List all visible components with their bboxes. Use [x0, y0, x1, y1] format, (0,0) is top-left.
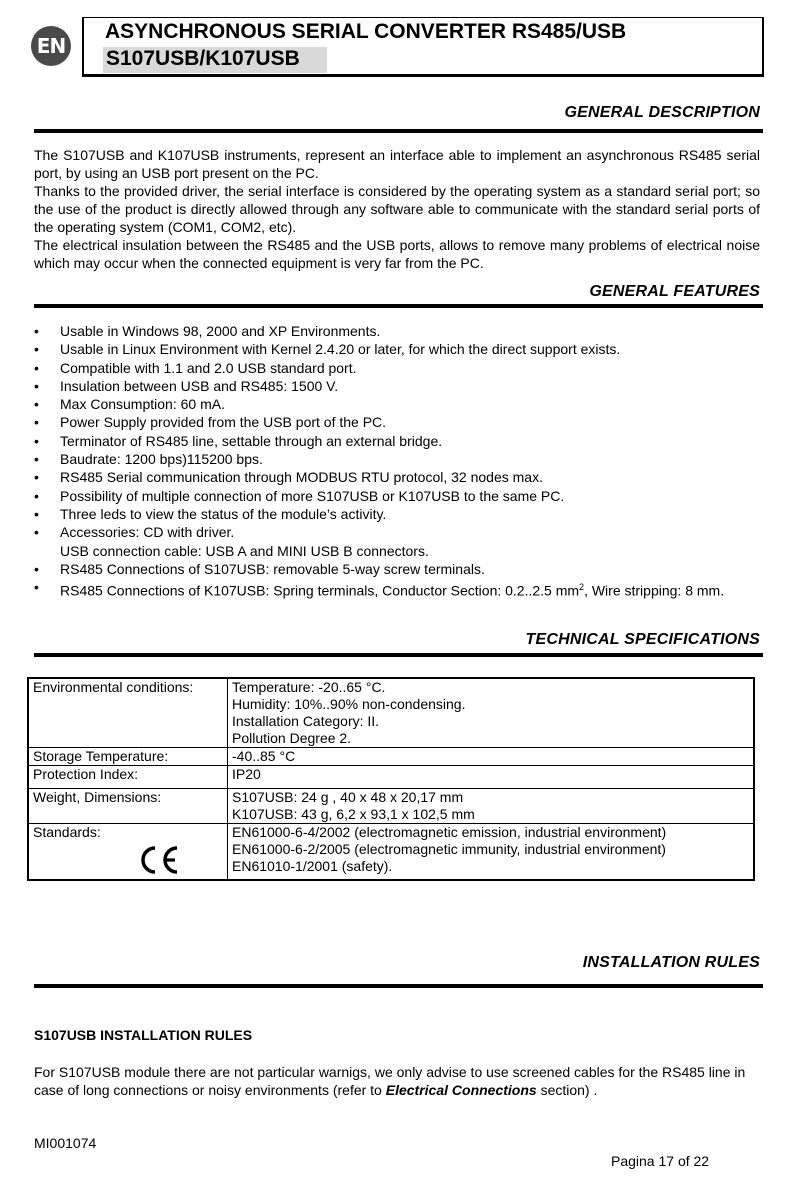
list-item [34, 505, 760, 523]
text-fragment: section) . [536, 1082, 598, 1098]
list-item [34, 340, 760, 358]
header-frame-bottom [82, 74, 764, 77]
section-title-general-description: GENERAL DESCRIPTION [564, 104, 760, 121]
superscript: 2 [579, 582, 585, 593]
page-number: Pagina 17 of 22 [611, 1153, 710, 1169]
bullet-icon: • [34, 524, 39, 541]
list-item-text: Power Supply provided from the USB port of the PC. [60, 414, 387, 431]
table-row [28, 748, 754, 766]
section-rule [34, 653, 763, 657]
header-frame-right [762, 17, 764, 77]
list-item [34, 578, 760, 600]
bullet-icon: • [34, 579, 39, 596]
section-title-installation-rules: INSTALLATION RULES [582, 954, 760, 971]
spec-key [28, 824, 228, 881]
spec-value-line: -40..85 °C [232, 748, 296, 764]
bullet-icon: • [34, 451, 39, 468]
spec-key: Environmental conditions: [28, 678, 228, 748]
list-item [34, 322, 760, 340]
table-row [28, 766, 754, 789]
list-item-text: , Wire stripping: 8 mm. [584, 582, 725, 599]
list-item-text: Usable in Linux Environment with Kernel 2.4.20 or later, for which the direct support exists. [60, 341, 621, 358]
paragraph [34, 1063, 760, 1099]
bullet-icon: • [34, 505, 39, 522]
spec-value-line: EN61000-6-2/2005 (electromagnetic immunity, industrial environment) [232, 841, 666, 857]
bullet-icon: • [34, 432, 39, 449]
document-title: ASYNCHRONOUS SERIAL CONVERTER RS485/USB [105, 20, 627, 43]
model-title: S107USB/K107USB [106, 47, 300, 70]
section-rule [34, 129, 763, 133]
list-item-text: Three leds to view the status of the module’s activity. [60, 505, 387, 522]
spec-key: Weight, Dimensions: [28, 789, 228, 824]
list-item [34, 413, 760, 431]
header-frame-top [82, 17, 764, 18]
list-item-text: Compatible with 1.1 and 2.0 USB standard port. [60, 359, 357, 376]
spec-key-text: Standards: [33, 824, 101, 840]
list-item [34, 450, 760, 468]
list-item-text: Max Consumption: 60 mA. [60, 396, 225, 413]
spec-key: Storage Temperature: [28, 748, 228, 766]
list-item-text: USB connection cable: USB A and MINI USB B connectors. [60, 542, 429, 559]
list-item [34, 359, 760, 377]
spec-value [228, 748, 755, 766]
table-row [28, 678, 754, 748]
list-item-text: Usable in Windows 98, 2000 and XP Environments. [60, 323, 381, 339]
list-item-text: Terminator of RS485 line, settable through an external bridge. [60, 432, 443, 449]
list-item [34, 487, 760, 505]
installation-rules-text [34, 1063, 760, 1099]
list-item [34, 523, 760, 541]
bullet-icon: • [34, 377, 39, 394]
spec-value-line: S107USB: 24 g , 40 x 48 x 20,17 mm [232, 789, 464, 805]
spec-value-line: Installation Category: II. [232, 713, 380, 729]
bullet-icon: • [34, 469, 39, 486]
spec-value-line: Humidity: 10%..90% non-condensing. [232, 696, 466, 712]
spec-value-line: K107USB: 43 g, 6,2 x 93,1 x 102,5 mm [232, 806, 475, 822]
bullet-icon: • [34, 323, 39, 339]
spec-value [228, 678, 755, 748]
spec-value-line: EN61010-1/2001 (safety). [232, 858, 393, 874]
list-item [34, 377, 760, 395]
list-item-text: Baudrate: 1200 bps)115200 bps. [60, 451, 263, 468]
spec-key: Protection Index: [28, 766, 228, 789]
bullet-icon: • [34, 396, 39, 413]
list-item-continuation [34, 542, 760, 560]
document-code: MI001074 [34, 1135, 97, 1151]
general-description-text [34, 146, 760, 272]
bullet-icon: • [34, 560, 39, 577]
spec-value-line: EN61000-6-4/2002 (electromagnetic emission, industrial environment) [232, 824, 667, 840]
spec-value-line: IP20 [232, 766, 261, 782]
bullet-icon: • [34, 341, 39, 358]
list-item-text: Insulation between USB and RS485: 1500 V. [60, 377, 339, 394]
list-item-text: RS485 Connections of K107USB: Spring terminals, Conductor Section: 0.2..2.5 mm [60, 582, 580, 599]
list-item-text: RS485 Connections of S107USB: removable 5-way screw terminals. [60, 560, 485, 577]
list-item [34, 395, 760, 413]
section-rule [34, 984, 763, 988]
spec-value-line: Pollution Degree 2. [232, 730, 352, 746]
emphasis-link-text: Electrical Connections [385, 1082, 537, 1098]
paragraph: The electrical insulation between the RS485 and the USB ports, allows to remove many problems of electrical noise which may occur when the connected equipment is very far from the PC. [34, 237, 760, 271]
section-rule [34, 304, 763, 308]
paragraph: Thanks to the provided driver, the serial interface is considered by the operating system as a standard serial port; so the use of the product is directly allowed through any software able to communicate with the standard serial ports of the operating system (COM1, COM2, etc). [34, 183, 760, 235]
subsection-title: S107USB INSTALLATION RULES [34, 1027, 253, 1043]
features-list [34, 322, 760, 600]
spec-value [228, 789, 755, 824]
paragraph: The S107USB and K107USB instruments, represent an interface able to implement an asynchronous RS485 serial port, by using an USB port present on the PC. [34, 147, 760, 181]
bullet-icon: • [34, 359, 39, 376]
spec-value-line: Temperature: -20..65 °C. [232, 679, 386, 695]
section-title-technical-specifications: TECHNICAL SPECIFICATIONS [525, 631, 760, 648]
bullet-icon: • [34, 487, 39, 504]
ce-mark-icon [136, 845, 180, 875]
list-item-text: Accessories: CD with driver. [60, 524, 235, 541]
text-fragment: For S107USB module there are not particular warnigs, we only advise to use screened cables for the RS485 line in case of long connections or noisy environments (refer to [34, 1064, 746, 1098]
list-item [34, 468, 760, 486]
spec-value [228, 766, 755, 789]
specifications-table [27, 677, 755, 881]
language-badge-logo: EN [31, 26, 71, 66]
spec-value [228, 824, 755, 881]
list-item [34, 432, 760, 450]
list-item [34, 560, 760, 578]
bullet-icon: • [34, 414, 39, 431]
table-row [28, 789, 754, 824]
list-item-text: RS485 Serial communication through MODBUS RTU protocol, 32 nodes max. [60, 469, 543, 486]
section-title-general-features: GENERAL FEATURES [589, 283, 760, 300]
header-frame-left [82, 17, 84, 75]
list-item-text: Possibility of multiple connection of more S107USB or K107USB to the same PC. [60, 487, 565, 504]
table-row [28, 824, 754, 881]
